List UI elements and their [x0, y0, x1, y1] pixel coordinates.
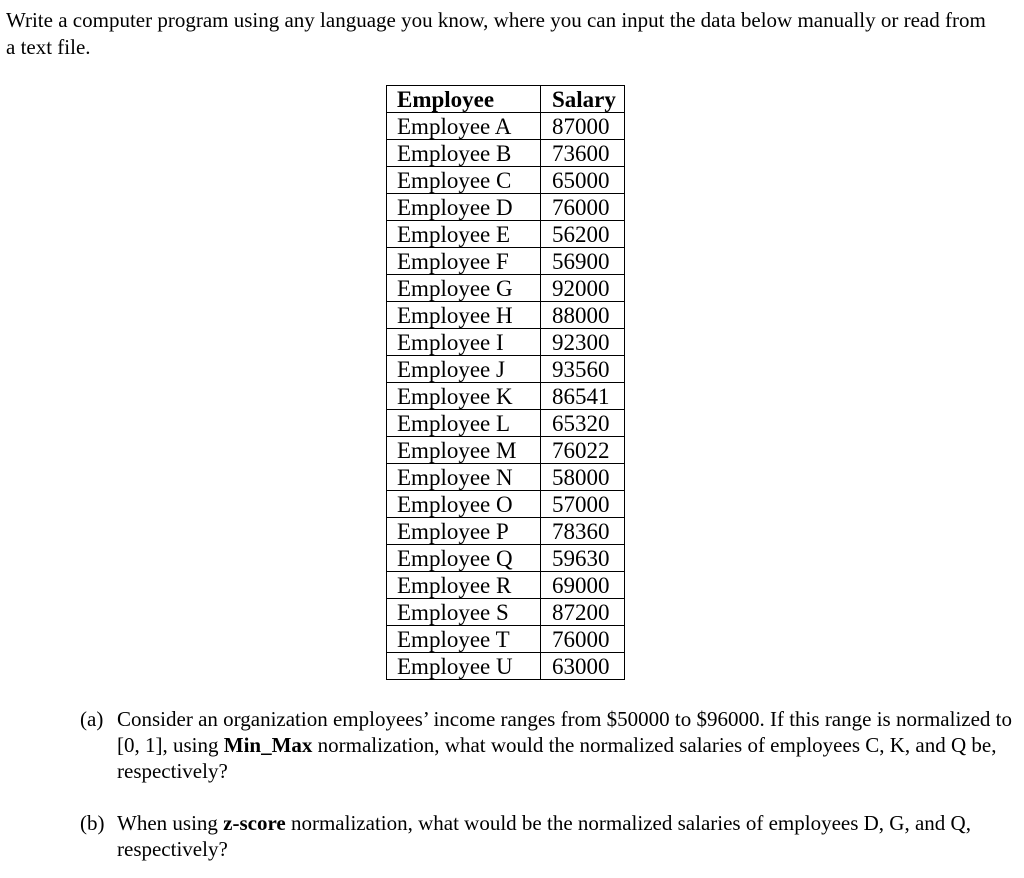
salary-cell: 76000: [541, 626, 625, 653]
salary-cell: 78360: [541, 518, 625, 545]
employee-cell: Employee D: [387, 194, 541, 221]
question-a-text-after: normalization, what would the normalized salaries of employees C, K, and Q be, respectively?: [117, 733, 997, 783]
table-row: [387, 437, 625, 464]
table-row: [387, 275, 625, 302]
salary-cell: 69000: [541, 572, 625, 599]
table-row: [387, 329, 625, 356]
salary-cell: 65320: [541, 410, 625, 437]
table-row: [387, 140, 625, 167]
salary-cell: 58000: [541, 464, 625, 491]
employee-cell: Employee O: [387, 491, 541, 518]
table-row: [387, 518, 625, 545]
question-a-bold-term: Min_Max: [223, 733, 313, 757]
question-a-text-before: Consider an organization employees’ income ranges from $50000 to $96000. If this range is normalized to [0, 1], using: [117, 707, 1013, 757]
employee-cell: Employee P: [387, 518, 541, 545]
salary-cell: 59630: [541, 545, 625, 572]
table-row: [387, 626, 625, 653]
employee-cell: Employee E: [387, 221, 541, 248]
salary-cell: 63000: [541, 653, 625, 680]
employee-cell: Employee J: [387, 356, 541, 383]
salary-cell: 57000: [541, 491, 625, 518]
table-row: [387, 545, 625, 572]
table-row: [387, 302, 625, 329]
salary-column-header: Salary: [541, 86, 625, 113]
table-row: [387, 410, 625, 437]
employee-cell: Employee M: [387, 437, 541, 464]
salary-cell: 87200: [541, 599, 625, 626]
table-header-row: [387, 86, 625, 113]
question-b-label: (b): [80, 811, 105, 835]
question-b-text-before: When using: [117, 811, 224, 835]
employee-cell: Employee K: [387, 383, 541, 410]
employee-cell: Employee H: [387, 302, 541, 329]
employee-column-header: Employee: [387, 86, 541, 113]
employee-cell: Employee B: [387, 140, 541, 167]
intro-paragraph: Write a computer program using any language you know, where you can input the data below manually or read from a text file.: [6, 8, 986, 59]
employee-cell: Employee I: [387, 329, 541, 356]
table-row: [387, 194, 625, 221]
salary-cell: 65000: [541, 167, 625, 194]
salary-cell: 93560: [541, 356, 625, 383]
salary-table: [386, 85, 625, 680]
employee-cell: Employee F: [387, 248, 541, 275]
employee-cell: Employee Q: [387, 545, 541, 572]
employee-cell: Employee L: [387, 410, 541, 437]
table-row: [387, 113, 625, 140]
salary-cell: 88000: [541, 302, 625, 329]
table-row: [387, 383, 625, 410]
employee-cell: Employee A: [387, 113, 541, 140]
employee-cell: Employee N: [387, 464, 541, 491]
employee-cell: Employee S: [387, 599, 541, 626]
question-a: [80, 706, 1015, 784]
table-row: [387, 491, 625, 518]
question-a-label: (a): [80, 707, 104, 731]
employee-cell: Employee C: [387, 167, 541, 194]
salary-cell: 56200: [541, 221, 625, 248]
salary-cell: 87000: [541, 113, 625, 140]
table-row: [387, 221, 625, 248]
employee-cell: Employee U: [387, 653, 541, 680]
salary-cell: 92000: [541, 275, 625, 302]
table-row: [387, 248, 625, 275]
table-row: [387, 599, 625, 626]
employee-cell: Employee T: [387, 626, 541, 653]
table-row: [387, 356, 625, 383]
salary-cell: 86541: [541, 383, 625, 410]
question-b: [80, 810, 1015, 862]
employee-cell: Employee R: [387, 572, 541, 599]
question-b-text: [117, 810, 1015, 862]
salary-cell: 56900: [541, 248, 625, 275]
table-row: [387, 464, 625, 491]
table-row: [387, 572, 625, 599]
question-b-bold-term: z-score: [223, 811, 286, 835]
salary-cell: 92300: [541, 329, 625, 356]
salary-cell: 73600: [541, 140, 625, 167]
question-a-text: [117, 706, 1015, 784]
table-row: [387, 167, 625, 194]
employee-cell: Employee G: [387, 275, 541, 302]
table-body: [387, 113, 625, 680]
salary-cell: 76022: [541, 437, 625, 464]
question-b-text-after: normalization, what would be the normalized salaries of employees D, G, and Q, respectively?: [117, 811, 971, 861]
salary-cell: 76000: [541, 194, 625, 221]
table-row: [387, 653, 625, 680]
